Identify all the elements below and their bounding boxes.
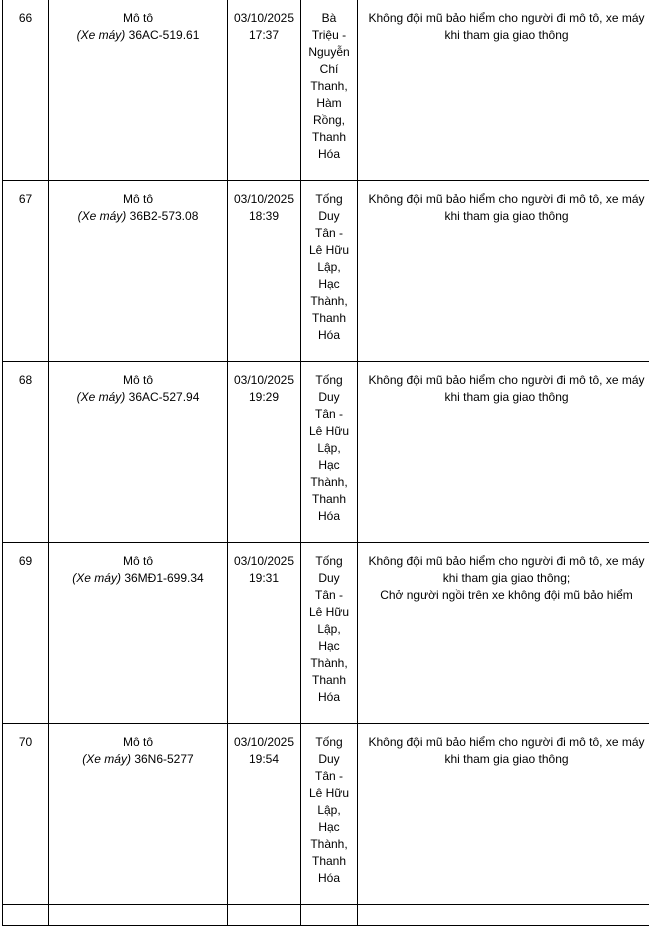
location-line: Thanh bbox=[303, 491, 355, 508]
location-line: Duy bbox=[303, 570, 355, 587]
violation-time: 19:54 bbox=[228, 751, 300, 768]
violations-table bbox=[2, 0, 649, 926]
location-line: Hóa bbox=[303, 146, 355, 163]
violation-cell bbox=[358, 0, 649, 181]
location-line: Lập, bbox=[303, 621, 355, 638]
table-row-partial bbox=[3, 905, 649, 926]
vehicle-cell bbox=[49, 181, 228, 362]
violation-date: 03/10/2025 bbox=[228, 372, 300, 389]
empty-cell bbox=[49, 905, 228, 926]
violation-time: 17:37 bbox=[228, 27, 300, 44]
violation-line: Không đội mũ bảo hiểm cho người đi mô tô, xe máy bbox=[362, 10, 649, 27]
table-row bbox=[3, 362, 649, 543]
license-plate: 36B2-573.08 bbox=[130, 209, 199, 223]
location-line: Thành, bbox=[303, 836, 355, 853]
violation-line: khi tham gia giao thông bbox=[362, 389, 649, 406]
row-number: 70 bbox=[3, 724, 49, 905]
license-plate: 36AC-527.94 bbox=[129, 390, 200, 404]
location-line: Thành, bbox=[303, 655, 355, 672]
location-line: Thanh bbox=[303, 853, 355, 870]
violation-line: khi tham gia giao thông bbox=[362, 208, 649, 225]
violation-line: Chở người ngồi trên xe không đội mũ bảo hiểm bbox=[362, 587, 649, 604]
violation-cell bbox=[358, 724, 649, 905]
vehicle-subtype: (Xe máy) bbox=[78, 209, 127, 223]
datetime-cell bbox=[228, 543, 301, 724]
location-line: Lê Hữu bbox=[303, 242, 355, 259]
violation-line: Không đội mũ bảo hiểm cho người đi mô tô, xe máy bbox=[362, 734, 649, 751]
location-line: Lê Hữu bbox=[303, 785, 355, 802]
violation-cell bbox=[358, 362, 649, 543]
table-row bbox=[3, 543, 649, 724]
row-number: 67 bbox=[3, 181, 49, 362]
violation-date: 03/10/2025 bbox=[228, 553, 300, 570]
violation-date: 03/10/2025 bbox=[228, 191, 300, 208]
row-number: 68 bbox=[3, 362, 49, 543]
location-cell bbox=[301, 362, 358, 543]
violation-line: khi tham gia giao thông; bbox=[362, 570, 649, 587]
location-cell bbox=[301, 543, 358, 724]
vehicle-cell bbox=[49, 543, 228, 724]
location-line: Hạc bbox=[303, 457, 355, 474]
location-line: Hạc bbox=[303, 638, 355, 655]
violation-cell bbox=[358, 543, 649, 724]
vehicle-plate-line bbox=[49, 570, 227, 587]
empty-cell bbox=[358, 905, 649, 926]
vehicle-type: Mô tô bbox=[49, 372, 227, 389]
location-line: Thanh bbox=[303, 129, 355, 146]
datetime-cell bbox=[228, 0, 301, 181]
location-cell bbox=[301, 724, 358, 905]
location-line: Hóa bbox=[303, 870, 355, 887]
vehicle-cell bbox=[49, 0, 228, 181]
table-row bbox=[3, 724, 649, 905]
location-line: Lê Hữu bbox=[303, 604, 355, 621]
location-cell bbox=[301, 0, 358, 181]
license-plate: 36AC-519.61 bbox=[129, 28, 200, 42]
location-line: Thành, bbox=[303, 293, 355, 310]
violation-cell bbox=[358, 181, 649, 362]
vehicle-plate-line bbox=[49, 27, 227, 44]
location-line: Hóa bbox=[303, 508, 355, 525]
location-line: Duy bbox=[303, 208, 355, 225]
location-line: Chí bbox=[303, 61, 355, 78]
location-line: Tân - bbox=[303, 225, 355, 242]
violation-time: 18:39 bbox=[228, 208, 300, 225]
location-line: Tống bbox=[303, 734, 355, 751]
datetime-cell bbox=[228, 362, 301, 543]
vehicle-subtype: (Xe máy) bbox=[72, 571, 121, 585]
location-line: Lê Hữu bbox=[303, 423, 355, 440]
location-line: Triệu - bbox=[303, 27, 355, 44]
violation-line: khi tham gia giao thông bbox=[362, 27, 649, 44]
location-line: Thanh, bbox=[303, 78, 355, 95]
row-number: 66 bbox=[3, 0, 49, 181]
location-line: Tân - bbox=[303, 768, 355, 785]
violation-time: 19:29 bbox=[228, 389, 300, 406]
location-line: Lập, bbox=[303, 440, 355, 457]
vehicle-type: Mô tô bbox=[49, 10, 227, 27]
location-line: Hàm bbox=[303, 95, 355, 112]
vehicle-subtype: (Xe máy) bbox=[77, 390, 126, 404]
location-cell bbox=[301, 181, 358, 362]
vehicle-type: Mô tô bbox=[49, 734, 227, 751]
violation-time: 19:31 bbox=[228, 570, 300, 587]
datetime-cell bbox=[228, 724, 301, 905]
violation-line: Không đội mũ bảo hiểm cho người đi mô tô, xe máy bbox=[362, 372, 649, 389]
row-number: 69 bbox=[3, 543, 49, 724]
license-plate: 36MĐ1-699.34 bbox=[124, 571, 203, 585]
location-line: Rồng, bbox=[303, 112, 355, 129]
empty-cell bbox=[228, 905, 301, 926]
location-line: Hóa bbox=[303, 689, 355, 706]
vehicle-plate-line bbox=[49, 389, 227, 406]
location-line: Tân - bbox=[303, 406, 355, 423]
table-row bbox=[3, 181, 649, 362]
datetime-cell bbox=[228, 181, 301, 362]
location-line: Duy bbox=[303, 389, 355, 406]
location-line: Hạc bbox=[303, 276, 355, 293]
table-row bbox=[3, 0, 649, 181]
location-line: Bà bbox=[303, 10, 355, 27]
vehicle-subtype: (Xe máy) bbox=[82, 752, 131, 766]
empty-cell bbox=[301, 905, 358, 926]
vehicle-plate-line bbox=[49, 208, 227, 225]
location-line: Tống bbox=[303, 372, 355, 389]
location-line: Tống bbox=[303, 553, 355, 570]
location-line: Hạc bbox=[303, 819, 355, 836]
location-line: Nguyễn bbox=[303, 44, 355, 61]
empty-cell bbox=[3, 905, 49, 926]
location-line: Lập, bbox=[303, 802, 355, 819]
vehicle-cell bbox=[49, 724, 228, 905]
location-line: Thanh bbox=[303, 310, 355, 327]
violation-line: khi tham gia giao thông bbox=[362, 751, 649, 768]
violation-date: 03/10/2025 bbox=[228, 734, 300, 751]
location-line: Lập, bbox=[303, 259, 355, 276]
location-line: Duy bbox=[303, 751, 355, 768]
vehicle-plate-line bbox=[49, 751, 227, 768]
violation-line: Không đội mũ bảo hiểm cho người đi mô tô, xe máy bbox=[362, 191, 649, 208]
license-plate: 36N6-5277 bbox=[134, 752, 193, 766]
violation-date: 03/10/2025 bbox=[228, 10, 300, 27]
location-line: Tân - bbox=[303, 587, 355, 604]
violations-table-body bbox=[3, 0, 649, 926]
vehicle-type: Mô tô bbox=[49, 553, 227, 570]
violation-line: Không đội mũ bảo hiểm cho người đi mô tô, xe máy bbox=[362, 553, 649, 570]
location-line: Tống bbox=[303, 191, 355, 208]
location-line: Thành, bbox=[303, 474, 355, 491]
location-line: Hóa bbox=[303, 327, 355, 344]
vehicle-type: Mô tô bbox=[49, 191, 227, 208]
vehicle-cell bbox=[49, 362, 228, 543]
vehicle-subtype: (Xe máy) bbox=[77, 28, 126, 42]
location-line: Thanh bbox=[303, 672, 355, 689]
